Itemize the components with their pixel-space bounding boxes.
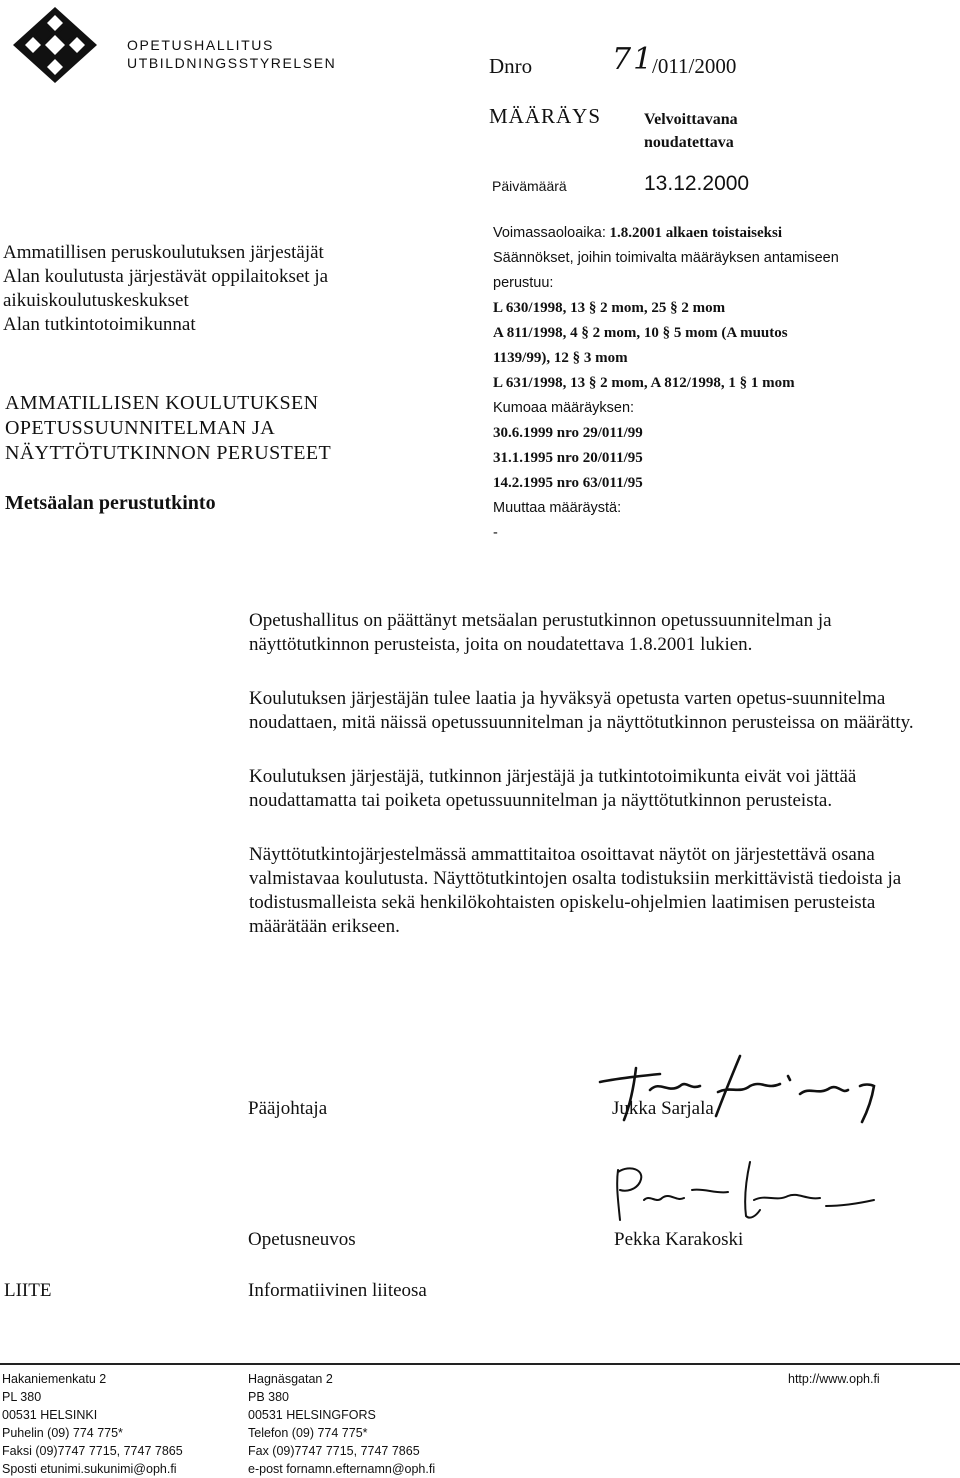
subject-line: NÄYTTÖTUTKINNON PERUSTEET [5,442,332,464]
obligation-note [644,108,738,154]
attachment-value: Informatiivinen liiteosa [248,1280,427,1301]
body-paragraph: Koulutuksen järjestäjän tulee laatia ja hyväksyä opetusta varten opetus-suunnitelma noudattaen, mitä näissä opetussuunnitelman ja näyttötutkinnon perusteissa on määrätty. [249,688,914,733]
recipients [3,241,328,337]
subject-line: AMMATILLISEN KOULUTUKSEN [5,392,319,414]
dnro-handwritten: 71 [612,42,655,77]
footer-line: 00531 HELSINKI [2,1408,98,1422]
signatory-name: Jukka Sarjala [612,1098,714,1119]
validity-label: Voimassaoloaika: [493,225,606,241]
signatory-role: Pääjohtaja [248,1098,328,1119]
body-paragraph: Näyttötutkintojärjestelmässä ammattitaitoa osoittavat näytöt on järjestettävä osana valmistavaa koulutusta. Näyttötutkintojen osalta todistuksiin merkittävistä tiedoista ja todistusmalleista sekä henkilökohtaisten opiskelu-ohjelmien laatimisen perusteista määrätään erikseen. [249,844,902,937]
law-reference: A 811/1998, 4 § 2 mom, 10 § 5 mom (A muutos [493,325,788,341]
repealed-regulation: 30.6.1999 nro 29/011/99 [493,425,643,441]
footer-line: Faksi (09)7747 7715, 7747 7865 [2,1444,183,1458]
footer-line: 00531 HELSINGFORS [248,1408,376,1422]
footer-website-link[interactable]: http://www.oph.fi [788,1372,880,1386]
date-label: Päivämäärä [492,178,567,194]
law-reference: L 631/1998, 13 § 2 mom, A 812/1998, 1 § 1 mom [493,375,795,391]
body-paragraph: Koulutuksen järjestäjä, tutkinnon järjestäjä ja tutkintotoimikunta eivät voi jättää noudattamatta tai poiketa opetussuunnitelman ja näyttötutkinnon perusteista. [249,766,857,811]
footer-line: PB 380 [248,1390,290,1404]
footer-line: e-post fornamn.efternamn@oph.fi [248,1462,436,1476]
degree-name: Metsäalan perustutkinto [5,492,216,514]
obligation-line2: noudatettava [644,134,734,151]
oph-logo [5,5,105,85]
footer-line: Puhelin (09) 774 775* [2,1426,123,1440]
repealed-regulation: 31.1.1995 nro 20/011/95 [493,450,643,466]
repealed-regulation: 14.2.1995 nro 63/011/95 [493,475,643,491]
recipient: aikuiskoulutuskeskukset [3,290,189,311]
amends-label: Muuttaa määräystä: [493,500,622,516]
footer-line: Fax (09)7747 7715, 7747 7865 [248,1444,420,1458]
subject-line: OPETUSSUUNNITELMAN JA [5,417,276,439]
dnro-number: /011/2000 [652,54,737,78]
repeals-label: Kumoaa määräyksen: [493,400,635,416]
footer-line: PL 380 [2,1390,42,1404]
regulation-metadata [493,221,839,546]
recipient: Alan koulutusta järjestävät oppilaitokset ja [3,266,329,287]
org-name-fi: OPETUSHALLITUS [127,37,274,53]
dnro-label: Dnro [489,54,533,78]
footer-line: Hagnäsgatan 2 [248,1372,333,1386]
footer-address-sv [248,1370,435,1478]
recipient: Alan tutkintotoimikunnat [3,314,196,335]
attachment-label: LIITE [4,1280,52,1301]
footer-divider [0,1363,960,1365]
organization-name [127,36,336,72]
authority-text: Säännökset, joihin toimivalta määräyksen antamiseen [493,250,839,266]
date-value: 13.12.2000 [644,172,750,195]
org-name-sv: UTBILDNINGSSTYRELSEN [127,55,337,71]
authority-text: perustuu: [493,275,554,291]
obligation-line1: Velvoittavana [644,111,738,128]
footer-line: Telefon (09) 774 775* [248,1426,368,1440]
body-paragraph: Opetushallitus on päättänyt metsäalan perustutkinnon opetussuunnitelman ja näyttötutkinnon perusteista, joita on noudatettava 1.8.2001 lukien. [249,610,832,655]
recipient: Ammatillisen peruskoulutuksen järjestäjät [3,242,324,263]
law-reference: 1139/99), 12 § 3 mom [493,350,628,366]
footer-line: Sposti etunimi.sukunimi@oph.fi [2,1462,177,1476]
validity-value: 1.8.2001 alkaen toistaiseksi [609,225,782,241]
footer-line: Hakaniemenkatu 2 [2,1372,107,1386]
subject-title [5,391,331,466]
footer-address-fi [2,1370,183,1478]
decision-body [249,609,949,969]
validity-row [493,221,839,246]
signatory-role: Opetusneuvos [248,1229,356,1250]
law-reference: L 630/1998, 13 § 2 mom, 25 § 2 mom [493,300,726,316]
amends-value: - [493,525,498,541]
signatory-name: Pekka Karakoski [614,1229,744,1250]
signature-pekka-karakoski [600,1160,900,1235]
document-type: MÄÄRÄYS [489,104,602,128]
